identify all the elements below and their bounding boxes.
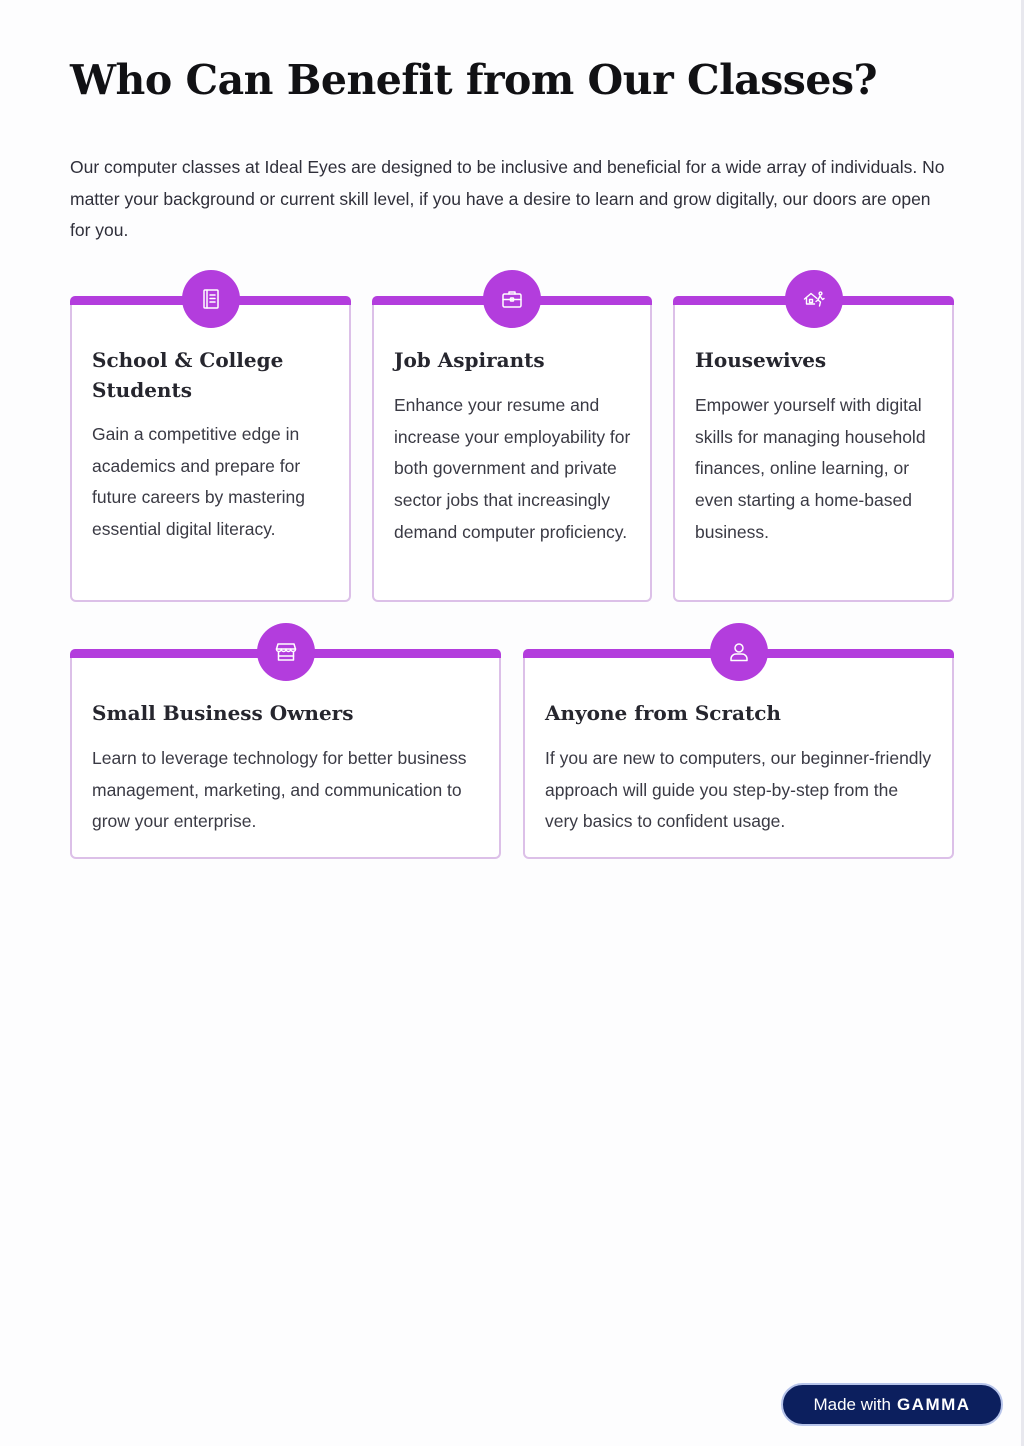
card-small-business-owners xyxy=(70,649,501,859)
card-title: School & College Students xyxy=(92,348,284,402)
home-person-icon xyxy=(802,287,826,311)
made-with-label: Made with xyxy=(813,1394,891,1414)
card-icon-badge xyxy=(785,270,843,328)
card-anyone-from-scratch xyxy=(523,649,954,859)
card-text: If you are new to computers, our beginner-friendly approach will guide you step-by-step from the very basics to confident usage. xyxy=(545,748,932,832)
card-job-aspirants xyxy=(372,296,652,602)
card-housewives xyxy=(673,296,954,602)
user-icon xyxy=(727,640,751,664)
card-title: Housewives xyxy=(695,348,827,372)
card-text: Learn to leverage technology for better business management, marketing, and communication to grow your enterprise. xyxy=(92,748,467,832)
intro-paragraph: Our computer classes at Ideal Eyes are designed to be inclusive and beneficial for a wide array of individuals. No matter your background or current skill level, if you have a desire to learn and grow digitally, our doors are open for you. xyxy=(70,157,945,241)
card-icon-badge xyxy=(182,270,240,328)
page-title: Who Can Benefit from Our Classes? xyxy=(70,56,878,104)
gamma-logo-text: GAMMA xyxy=(896,1394,971,1414)
card-text: Empower yourself with digital skills for managing household finances, online learning, or even starting a home-based business. xyxy=(695,395,926,542)
card-icon-badge xyxy=(483,270,541,328)
card-icon-badge xyxy=(257,623,315,681)
card-title: Small Business Owners xyxy=(92,701,354,725)
card-title: Anyone from Scratch xyxy=(545,701,781,725)
book-icon xyxy=(199,287,223,311)
card-text: Enhance your resume and increase your employability for both government and private sector jobs that increasingly demand computer proficiency. xyxy=(394,395,631,542)
card-title: Job Aspirants xyxy=(394,348,545,372)
briefcase-icon xyxy=(500,287,524,311)
card-icon-badge xyxy=(710,623,768,681)
made-with-gamma-badge[interactable] xyxy=(781,1383,1003,1426)
card-text: Gain a competitive edge in academics and prepare for future careers by mastering essential digital literacy. xyxy=(92,424,306,540)
card-school-college-students xyxy=(70,296,351,602)
storefront-icon xyxy=(274,640,298,664)
